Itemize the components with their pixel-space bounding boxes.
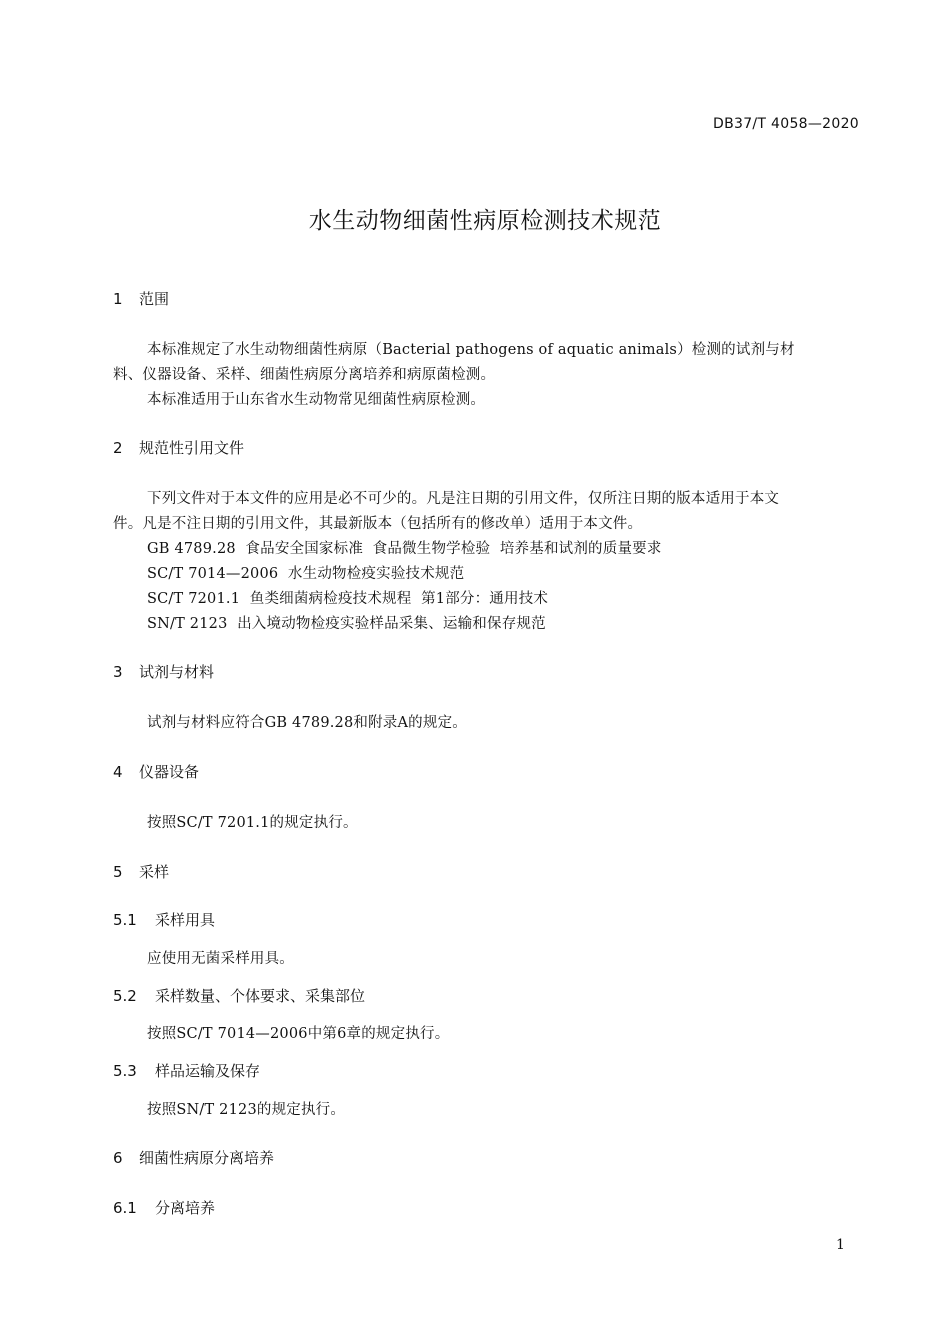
reference-item: SN/T 2123 出入境动物检疫实验样品采集、运输和保存规范 xyxy=(147,616,546,632)
reference-item: SC/T 7201.1 鱼类细菌病检疫技术规程 第1部分：通用技术 xyxy=(147,591,549,607)
paragraph: 按照SC/T 7201.1的规定执行。 xyxy=(147,815,358,831)
subsection-5-2-heading xyxy=(113,985,365,1006)
section-3-heading xyxy=(113,661,214,682)
section-2-heading xyxy=(113,437,244,458)
subsection-title: 分离培养 xyxy=(155,1199,216,1217)
paragraph: 本标准规定了水生动物细菌性病原（Bacterial pathogens of aquatic animals）检测的试剂与材 xyxy=(147,342,795,358)
subsection-number: 6.1 xyxy=(113,1199,137,1217)
section-title: 规范性引用文件 xyxy=(139,439,245,457)
reference-item: SC/T 7014—2006 水生动物检疫实验技术规范 xyxy=(147,566,465,582)
subsection-5-3-heading xyxy=(113,1060,260,1081)
paragraph: 试剂与材料应符合GB 4789.28和附录A的规定。 xyxy=(147,715,467,731)
paragraph: 按照SN/T 2123的规定执行。 xyxy=(147,1102,346,1118)
page-number: 1 xyxy=(836,1237,845,1253)
document-code: DB37/T 4058—2020 xyxy=(713,116,859,132)
section-title: 采样 xyxy=(139,863,170,881)
subsection-6-1-heading xyxy=(113,1197,215,1218)
section-6-heading xyxy=(113,1147,274,1168)
section-number: 6 xyxy=(113,1149,123,1167)
section-1-heading xyxy=(113,288,169,309)
section-number: 4 xyxy=(113,763,123,781)
section-5-heading xyxy=(113,861,169,882)
subsection-5-1-heading xyxy=(113,909,215,930)
section-title: 仪器设备 xyxy=(139,763,200,781)
paragraph: 下列文件对于本文件的应用是必不可少的。凡是注日期的引用文件，仅所注日期的版本适用于本文 xyxy=(147,491,780,507)
subsection-title: 采样数量、个体要求、采集部位 xyxy=(155,987,366,1005)
section-4-heading xyxy=(113,761,199,782)
section-title: 细菌性病原分离培养 xyxy=(139,1149,275,1167)
section-number: 1 xyxy=(113,290,123,308)
paragraph-continuation: 料、仪器设备、采样、细菌性病原分离培养和病原菌检测。 xyxy=(113,367,496,383)
paragraph: 应使用无菌采样用具。 xyxy=(147,951,294,967)
section-number: 2 xyxy=(113,439,123,457)
paragraph: 本标准适用于山东省水生动物常见细菌性病原检测。 xyxy=(147,392,486,408)
paragraph-continuation: 件。凡是不注日期的引用文件，其最新版本（包括所有的修改单）适用于本文件。 xyxy=(113,516,643,532)
reference-item: GB 4789.28 食品安全国家标准 食品微生物学检验 培养基和试剂的质量要求 xyxy=(147,541,662,557)
section-number: 5 xyxy=(113,863,123,881)
subsection-title: 采样用具 xyxy=(155,911,216,929)
subsection-number: 5.3 xyxy=(113,1062,137,1080)
section-title: 试剂与材料 xyxy=(139,663,215,681)
page-title: 水生动物细菌性病原检测技术规范 xyxy=(308,208,662,234)
subsection-number: 5.1 xyxy=(113,911,137,929)
section-title: 范围 xyxy=(139,290,170,308)
paragraph: 按照SC/T 7014—2006中第6章的规定执行。 xyxy=(147,1026,450,1042)
subsection-number: 5.2 xyxy=(113,987,137,1005)
subsection-title: 样品运输及保存 xyxy=(155,1062,261,1080)
section-number: 3 xyxy=(113,663,123,681)
